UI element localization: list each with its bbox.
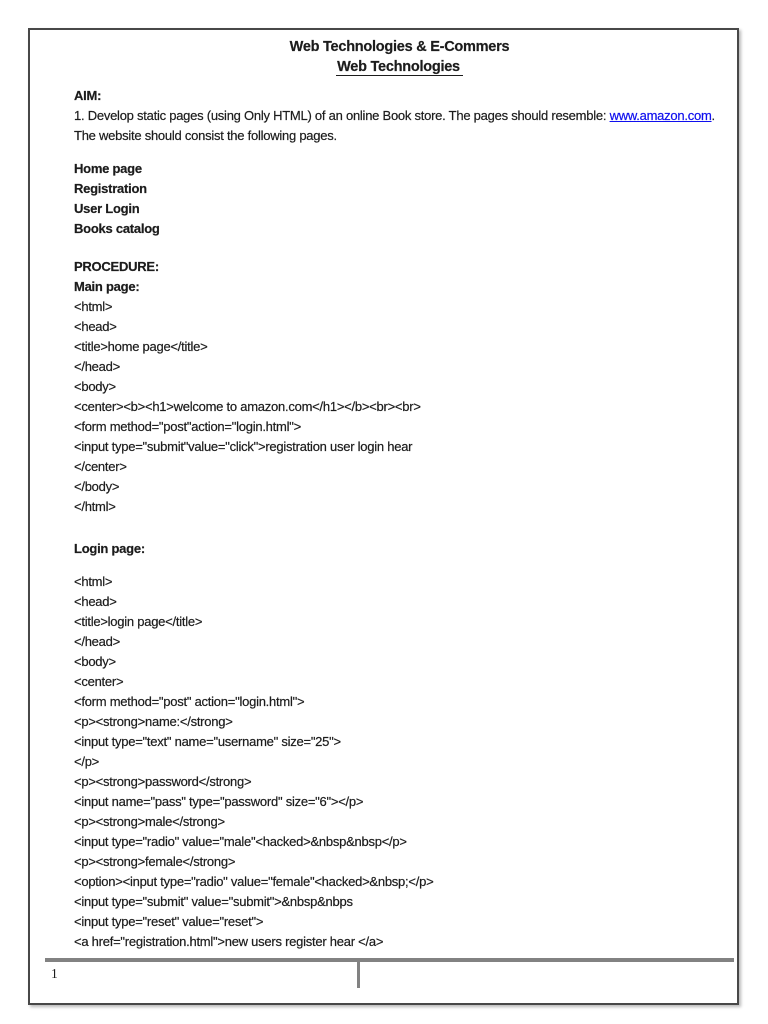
code-line: <title>login page</title> <box>74 614 203 629</box>
code-line: <p><strong>male</strong> <box>74 814 225 829</box>
code-line: <p><strong>password</strong> <box>74 774 252 789</box>
aim-paragraph-line2: The website should consist the following pages. <box>74 128 337 143</box>
code-line: <title>home page</title> <box>74 339 208 354</box>
site-page-item: User Login <box>74 201 140 216</box>
code-line: <form method="post"action="login.html"> <box>74 419 301 434</box>
aim-text-before-link: 1. Develop static pages (using Only HTML) of an online Book store. The pages should resemble: <box>74 108 610 123</box>
code-line: <input type="text" name="username" size="25"> <box>74 734 341 749</box>
code-line: <center> <box>74 674 124 689</box>
doc-title: Web Technologies & E-Commers <box>289 39 510 55</box>
aim-paragraph-line1 <box>74 106 725 126</box>
site-page-item: Registration <box>74 181 147 196</box>
doc-subtitle: Web Technologies <box>336 59 463 76</box>
footer-divider-tick <box>357 960 360 988</box>
code-line: <center><b><h1>welcome to amazon.com</h1></b><br><br> <box>74 399 421 414</box>
code-line: <input type="reset" value="reset"> <box>74 914 264 929</box>
code-line: <head> <box>74 319 117 334</box>
code-line: </body> <box>74 479 120 494</box>
code-line: <a href="registration.html">new users register hear </a> <box>74 934 384 949</box>
code-line: </center> <box>74 459 127 474</box>
code-line: <form method="post" action="login.html"> <box>74 694 305 709</box>
aim-text-after-link: . <box>711 108 715 123</box>
doc-subtitle-line <box>74 57 725 77</box>
code-line: <option><input type="radio" value="female"<hacked>&nbsp;</p> <box>74 874 434 889</box>
code-line: <input type="radio" value="male"<hacked>&nbsp&nbsp</p> <box>74 834 407 849</box>
footer-rule <box>45 958 734 962</box>
aim-heading: AIM: <box>74 88 102 103</box>
page-border <box>28 28 739 1005</box>
main-page-heading: Main page: <box>74 279 140 294</box>
procedure-heading: PROCEDURE: <box>74 259 159 274</box>
code-line: </head> <box>74 634 120 649</box>
site-page-item: Home page <box>74 161 142 176</box>
code-line: </html> <box>74 499 116 514</box>
code-line: <body> <box>74 379 116 394</box>
spacer <box>74 146 725 159</box>
spacer <box>74 239 725 257</box>
code-line: <input type="submit"value="click">registration user login hear <box>74 439 413 454</box>
code-line: <body> <box>74 654 116 669</box>
page-number: 1 <box>51 966 58 981</box>
code-line: </p> <box>74 754 100 769</box>
login-page-heading: Login page: <box>74 541 145 556</box>
code-line: <p><strong>name:</strong> <box>74 714 233 729</box>
spacer <box>74 77 725 86</box>
spacer <box>74 559 725 572</box>
code-line: <html> <box>74 574 113 589</box>
document-body <box>30 30 737 1003</box>
code-line: <input type="submit" value="submit">&nbsp&nbps <box>74 894 353 909</box>
spacer <box>74 517 725 539</box>
amazon-link[interactable]: www.amazon.com <box>609 108 712 123</box>
code-line: <head> <box>74 594 117 609</box>
code-line: <html> <box>74 299 113 314</box>
site-page-item: Books catalog <box>74 221 160 236</box>
code-line: </head> <box>74 359 120 374</box>
code-line: <p><strong>female</strong> <box>74 854 236 869</box>
code-line: <input name="pass" type="password" size="6"></p> <box>74 794 364 809</box>
